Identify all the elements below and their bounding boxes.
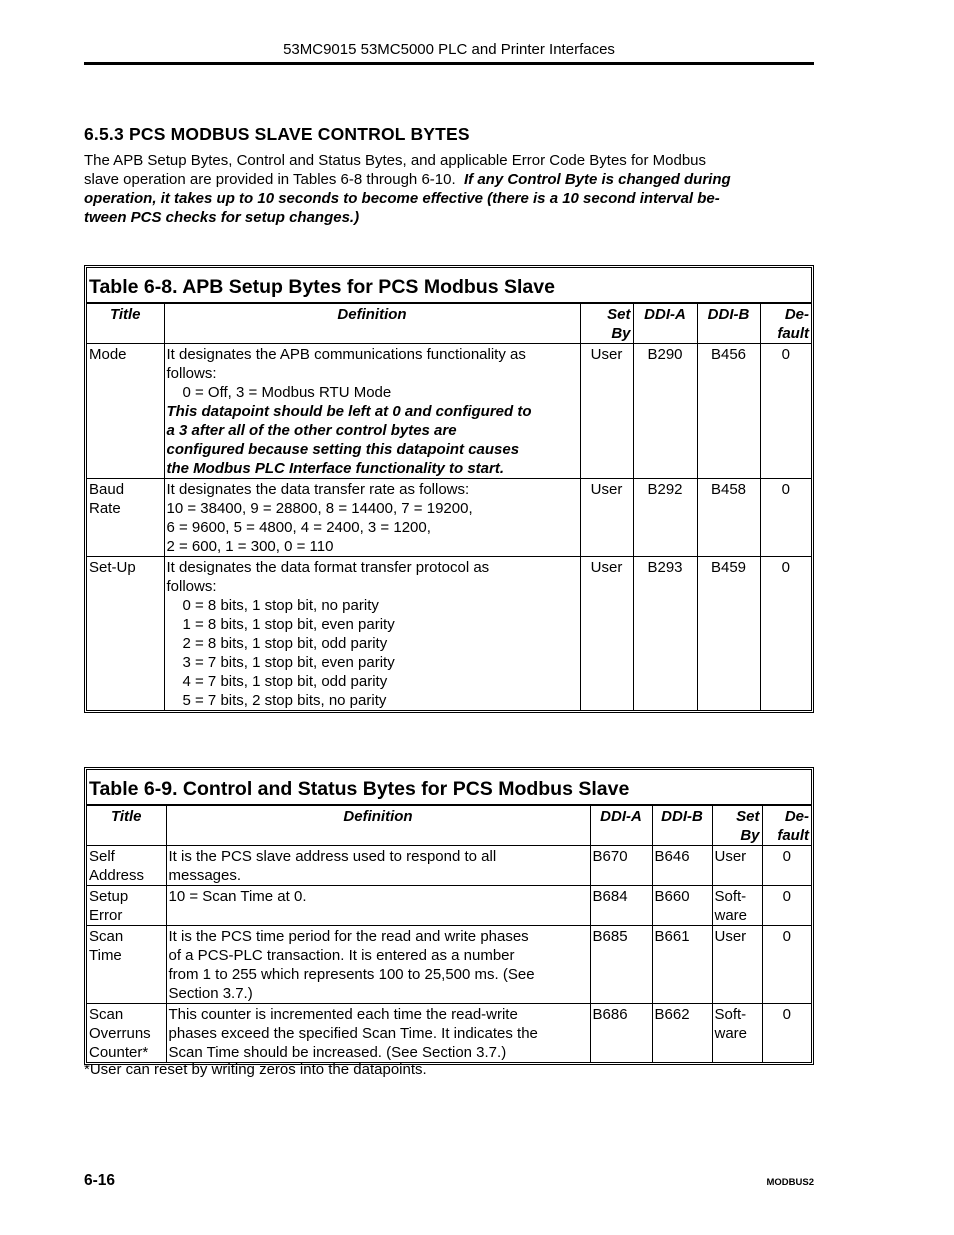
table-6-8-caption: Table 6-8. APB Setup Bytes for PCS Modbus Slave bbox=[87, 268, 811, 303]
col-header-definition: Definition bbox=[166, 806, 590, 846]
cell-title: Mode bbox=[87, 344, 164, 479]
running-header: 53MC9015 53MC5000 PLC and Printer Interfaces bbox=[283, 41, 615, 58]
col-header-ddi-a: DDI-A bbox=[590, 806, 652, 846]
cell-ddi-a: B670 bbox=[590, 846, 652, 886]
table-6-9-caption: Table 6-9. Control and Status Bytes for PCS Modbus Slave bbox=[87, 770, 811, 805]
cell-ddi-b: B662 bbox=[652, 1004, 712, 1063]
col-header-default: De- fault bbox=[760, 304, 811, 344]
cell-definition: It designates the data transfer rate as follows: 10 = 38400, 9 = 28800, 8 = 14400, 7 = 19200, 6 = 9600, 5 = 4800, 4 = 2400, 3 = 1200, 2 = 600, 1 = 300, 0 = 110 bbox=[164, 479, 580, 557]
cell-definition: 10 = Scan Time at 0. bbox=[166, 886, 590, 926]
intro-paragraph bbox=[84, 151, 814, 227]
cell-set-by: User bbox=[580, 479, 633, 557]
cell-definition: It is the PCS time period for the read and write phases of a PCS-PLC transaction. It is entered as a number from 1 to 255 which represents 100 to 25,500 ms. (See Section 3.7.) bbox=[166, 926, 590, 1004]
cell-ddi-a: B686 bbox=[590, 1004, 652, 1063]
table-6-9 bbox=[84, 767, 814, 1065]
table-row bbox=[87, 557, 811, 711]
col-header-default: De- fault bbox=[762, 806, 811, 846]
table-row bbox=[87, 344, 811, 479]
cell-set-by: User bbox=[712, 846, 762, 886]
cell-default: 0 bbox=[760, 479, 811, 557]
cell-title: Self Address bbox=[87, 846, 166, 886]
cell-definition: This counter is incremented each time the read-write phases exceed the specified Scan Time. It indicates the Scan Time should be increased. (See Section 3.7.) bbox=[166, 1004, 590, 1063]
cell-ddi-b: B646 bbox=[652, 846, 712, 886]
intro-emphasis-line-2: operation, it takes up to 10 seconds to become effective (there is a 10 second interval be- bbox=[84, 190, 720, 207]
col-header-ddi-a: DDI-A bbox=[633, 304, 697, 344]
table-footnote: *User can reset by writing zeros into the datapoints. bbox=[84, 1061, 427, 1078]
cell-ddi-b: B661 bbox=[652, 926, 712, 1004]
cell-default: 0 bbox=[760, 557, 811, 711]
col-header-title: Title bbox=[87, 304, 164, 344]
intro-emphasis-line-3: tween PCS checks for setup changes.) bbox=[84, 209, 360, 226]
document-code: MODBUS2 bbox=[766, 1177, 814, 1188]
table-row bbox=[87, 886, 811, 926]
cell-title: Baud Rate bbox=[87, 479, 164, 557]
cell-set-by: User bbox=[580, 344, 633, 479]
intro-line-1: The APB Setup Bytes, Control and Status Bytes, and applicable Error Code Bytes for Modbus bbox=[84, 152, 707, 169]
intro-emphasis: If any Control Byte is changed during bbox=[463, 171, 731, 188]
table-6-9-grid bbox=[87, 805, 811, 1062]
cell-ddi-a: B293 bbox=[633, 557, 697, 711]
page-number: 6-16 bbox=[84, 1172, 116, 1189]
col-header-title: Title bbox=[87, 806, 166, 846]
cell-ddi-b: B459 bbox=[697, 557, 760, 711]
cell-set-by: User bbox=[580, 557, 633, 711]
table-row bbox=[87, 1004, 811, 1063]
col-header-definition: Definition bbox=[164, 304, 580, 344]
cell-title: Scan Overruns Counter* bbox=[87, 1004, 166, 1063]
cell-ddi-a: B684 bbox=[590, 886, 652, 926]
table-header-row bbox=[87, 304, 811, 344]
cell-default: 0 bbox=[760, 344, 811, 479]
cell-set-by: Soft- ware bbox=[712, 1004, 762, 1063]
cell-ddi-b: B456 bbox=[697, 344, 760, 479]
cell-default: 0 bbox=[762, 886, 811, 926]
cell-ddi-b: B660 bbox=[652, 886, 712, 926]
table-row bbox=[87, 926, 811, 1004]
col-header-ddi-b: DDI-B bbox=[697, 304, 760, 344]
cell-title: Setup Error bbox=[87, 886, 166, 926]
col-header-set-by: Set By bbox=[712, 806, 762, 846]
cell-definition: It designates the data format transfer protocol as follows: 0 = 8 bits, 1 stop bit, no parity 1 = 8 bits, 1 stop bit, even parity 2 = 8 bits, 1 stop bit, odd parity 3 = 7 bits, 1 stop bit, even parity 4 = 7 bits, 1 stop bit, odd parity 5 = 7 bits, 2 stop bits, no parity bbox=[164, 557, 580, 711]
col-header-ddi-b: DDI-B bbox=[652, 806, 712, 846]
cell-set-by: Soft- ware bbox=[712, 886, 762, 926]
table-6-8 bbox=[84, 265, 814, 713]
table-6-8-grid bbox=[87, 303, 811, 710]
cell-definition: It designates the APB communications functionality as follows: 0 = Off, 3 = Modbus RTU Mode This datapoint should be left at 0 and configured to a 3 after all of the other control bytes are configured because setting this datapoint causes the Modbus PLC Interface functionality to start. bbox=[164, 344, 580, 479]
cell-default: 0 bbox=[762, 926, 811, 1004]
cell-set-by: User bbox=[712, 926, 762, 1004]
cell-ddi-a: B292 bbox=[633, 479, 697, 557]
cell-default: 0 bbox=[762, 1004, 811, 1063]
section-title: 6.5.3 PCS MODBUS SLAVE CONTROL BYTES bbox=[84, 124, 470, 144]
header-rule bbox=[84, 62, 814, 65]
cell-definition: It is the PCS slave address used to respond to all messages. bbox=[166, 846, 590, 886]
col-header-set-by: Set By bbox=[580, 304, 633, 344]
cell-ddi-a: B685 bbox=[590, 926, 652, 1004]
cell-ddi-a: B290 bbox=[633, 344, 697, 479]
cell-ddi-b: B458 bbox=[697, 479, 760, 557]
cell-title: Scan Time bbox=[87, 926, 166, 1004]
table-header-row bbox=[87, 806, 811, 846]
intro-line-2: slave operation are provided in Tables 6-8 through 6-10. If any Control Byte is changed during bbox=[84, 171, 731, 188]
table-row bbox=[87, 846, 811, 886]
table-row bbox=[87, 479, 811, 557]
cell-default: 0 bbox=[762, 846, 811, 886]
cell-title: Set-Up bbox=[87, 557, 164, 711]
